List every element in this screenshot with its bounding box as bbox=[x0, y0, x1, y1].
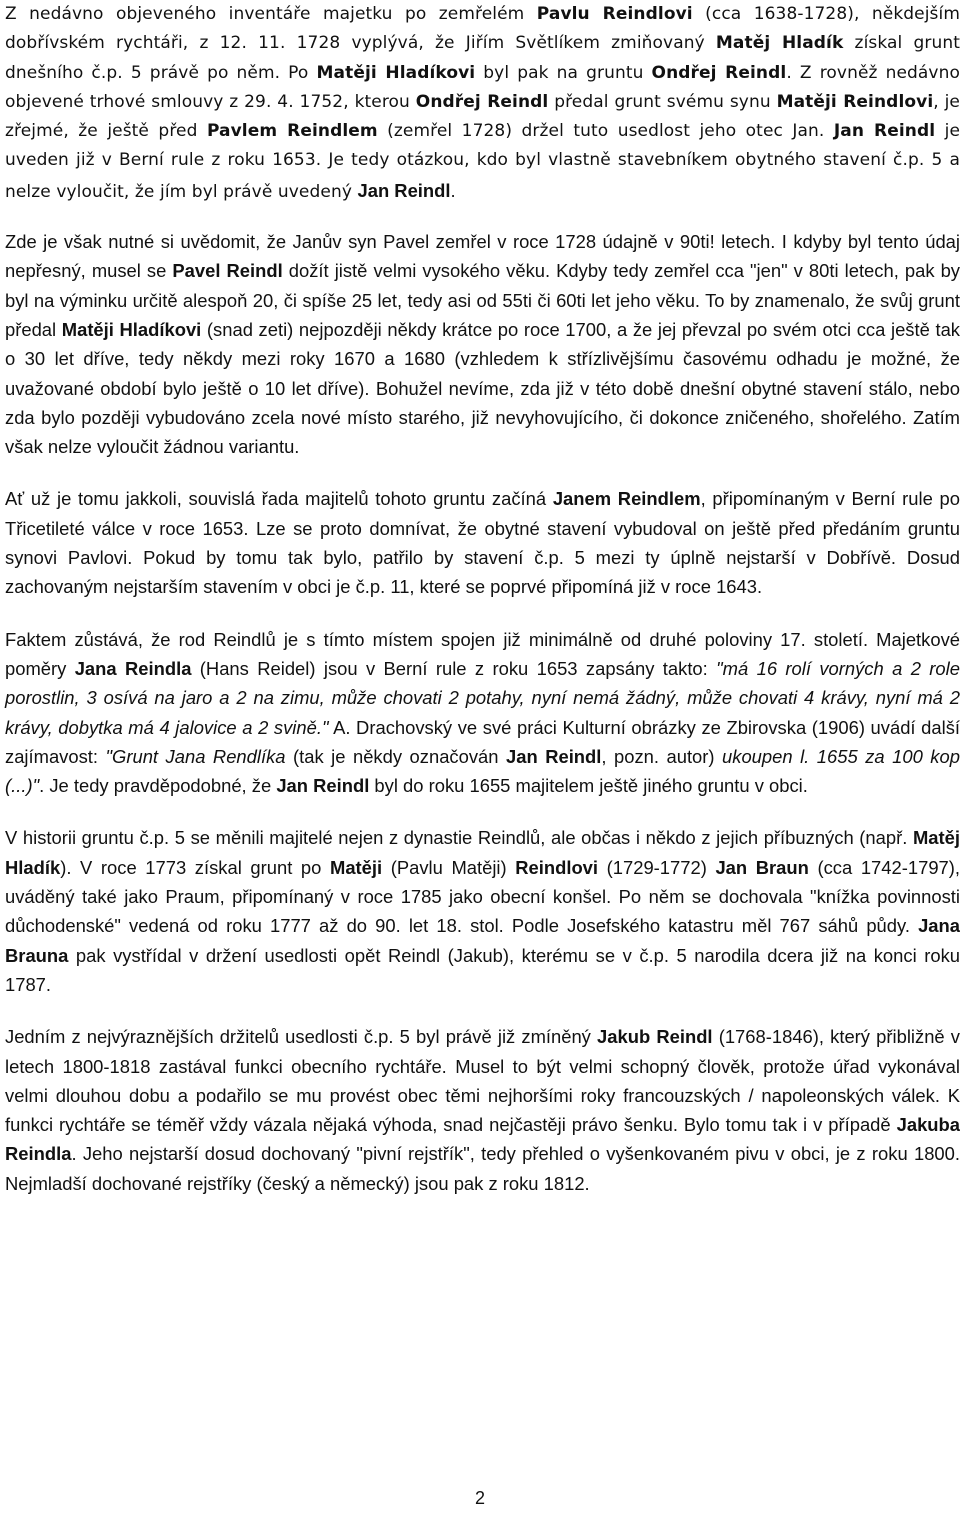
text-run: je uveden již v Berní rule z roku 1653. Je tedy otázkou, kdo byl vlastně stavebníkem obytného stavení č.p. 5 a nelze vyloučit, že jím byl právě uvedený bbox=[5, 121, 960, 202]
text-run: Jan Braun bbox=[715, 856, 809, 878]
text-run: Matěj Hladík bbox=[5, 827, 960, 878]
text-run: pak vystřídal v držení usedlosti opět Reindl (Jakub), kterému se v č.p. 5 narodila dcera již na konci roku 1787. bbox=[5, 944, 960, 995]
text-run: (Hans Reidel) jsou v Berní rule z roku 1653 zapsány takto: bbox=[191, 657, 717, 679]
text-run: Matěj Hladík bbox=[715, 33, 844, 54]
text-run: (snad zeti) nejpozději někdy krátce po roce 1700, a že jej převzal po svém otci cca ještě tak o 30 let dříve, tedy někdy mezi roky 1670 a 1680 (vzhledem k střízlivějšímu časovému odhadu je možné, že uvažované období bylo ještě o 10 let dříve). Bohužel nevíme, zda již v této době dnešní obytné stavení stálo, nebo zda bylo později vybudováno zcela nové místo starého, již nevyhovujícího, či dokonce zničeného, shořelého. Zatím však nelze vyloučit žádnou variantu. bbox=[5, 318, 960, 458]
text-run: (tak je někdy označován bbox=[285, 745, 506, 767]
text-run: Jan Reindl bbox=[833, 121, 936, 142]
paragraph-4 bbox=[5, 625, 960, 801]
text-run: V historii gruntu č.p. 5 se měnili majitelé nejen z dynastie Reindlů, ale občas i někdo z jejich příbuzných (např. bbox=[5, 827, 913, 849]
text-run: (zemřel 1728) držel tuto usedlost jeho otec Jan. bbox=[377, 121, 834, 142]
page-number: 2 bbox=[474, 1488, 485, 1508]
text-run: . Z rovněž nedávno objevené trhové smlouvy z 29. 4. 1752, kterou bbox=[5, 62, 960, 112]
text-run: "má 16 rolí vorných a 2 role porostlin, 3 osívá na jaro a 2 na zimu, může chovati 2 potahy, nyní nemá žádný, může chovati 4 krávy, nyní má 2 krávy, dobytka má 4 jalovice a 2 svině." bbox=[5, 657, 960, 738]
text-run: Matěji bbox=[330, 856, 383, 878]
text-run: Matěji Hladíkovi bbox=[61, 318, 202, 340]
text-run: byl do roku 1655 majitelem ještě jiného gruntu v obci. bbox=[369, 775, 808, 797]
text-run: Reindlovi bbox=[515, 856, 599, 878]
text-run: Pavel Reindl bbox=[172, 260, 283, 282]
text-run: "Grunt Jana Rendlíka bbox=[105, 745, 286, 767]
text-run: Jana Brauna bbox=[5, 915, 960, 966]
text-run: Faktem zůstává, že rod Reindlů je s tímto místem spojen již minimálně od druhé poloviny 17. století. Majetkové poměry bbox=[5, 628, 960, 679]
text-run: ukoupen l. 1655 za 100 kop (...)" bbox=[5, 745, 960, 797]
text-run: Ondřej Reindl bbox=[415, 91, 549, 112]
text-run: Pavlu Reindlovi bbox=[536, 4, 693, 24]
text-run: získal grunt dnešního č.p. 5 právě po něm. Po bbox=[5, 33, 960, 83]
text-run: . Jeho nejstarší dosud dochovaný "pivní rejstřík", tedy přehled o vyšenkovaném pivu v obci, je z roku 1800. Nejmladší dochované rejstříky (český a německý) jsou pak z roku 1812. bbox=[5, 1143, 960, 1194]
text-run: . Je tedy pravděpodobné, že bbox=[39, 775, 277, 797]
text-run: (cca 1638-1728), někdejším dobřívském rychtáři, z 12. 11. 1728 vyplývá, že Jiřím Světlíkem zmiňovaný bbox=[5, 4, 960, 54]
paragraph-2 bbox=[5, 227, 960, 461]
text-run: (Pavlu Matěji) bbox=[382, 856, 516, 878]
text-run: Jan Reindl bbox=[276, 775, 370, 797]
text-run: Matěji Reindlovi bbox=[776, 91, 934, 112]
text-run: Jan Reindl bbox=[357, 179, 451, 201]
text-run: , připomínaným v Berní rule po Třicetileté válce v roce 1653. Lze se proto domnívat, že obytné stavení vybudoval on ještě před předáním gruntu synovi Pavlovi. Pokud by tomu tak bylo, patřilo by stavení č.p. 5 mezi ty úplně nejstarší v Dobřívě. Dosud zachovaným nejstarším stavením v obci je č.p. 11, které se poprvé připomíná již v roce 1643. bbox=[5, 488, 960, 598]
paragraph-3 bbox=[5, 484, 960, 601]
text-run: Jan Reindl bbox=[506, 745, 602, 767]
text-run: Matěji Hladíkovi bbox=[316, 62, 476, 83]
text-run: (1729-1772) bbox=[598, 856, 716, 878]
text-run: (1768-1846), který přibližně v letech 1800-1818 zastával funkci obecního rychtáře. Musel to být velmi schopný člověk, protože úřad vykonával velmi dlouhou dobu a podařilo se mu provést obec těmi nejhoršími roky francouzských / napoleonských válek. K funkci rychtáře se téměř vždy vázala nějaká výhoda, snad nejčastěji právo šenku. Bylo tomu tak i v případě bbox=[5, 1026, 960, 1136]
text-run: (cca 1742-1797), uváděný také jako Praum, připomínaný v roce 1785 jako obecní konšel. Po něm se dochovala "knížka povinnosti důchodenské" vedená od roku 1777 až do 90. let 18. stol. Podle Josefského katastru měl 767 sáhů půdy. bbox=[5, 856, 960, 937]
text-run: Ondřej Reindl bbox=[651, 62, 787, 83]
text-run: předal grunt svému synu bbox=[548, 91, 777, 112]
document-page bbox=[5, 0, 960, 1198]
text-run: Jakuba Reindla bbox=[5, 1114, 960, 1165]
paragraph-5 bbox=[5, 823, 960, 999]
text-run: A. Drachovský ve své práci Kulturní obrázky ze Zbirovska (1906) uvádí další zajímavost: bbox=[5, 716, 960, 767]
text-run: Janem Reindlem bbox=[552, 488, 701, 510]
text-run: dožít jistě velmi vysokého věku. Kdyby tedy zemřel cca "jen" v 80ti letech, pak by byl na výminku určitě alespoň 20, či spíše 25 let, tedy asi od 55ti či 60ti let jeho věku. To by znamenalo, že svůj grunt předal bbox=[5, 260, 960, 340]
text-run: byl pak na gruntu bbox=[475, 62, 652, 83]
text-run: ). V roce 1773 získal grunt po bbox=[60, 856, 330, 878]
text-run: Zde je však nutné si uvědomit, že Janův syn Pavel zemřel v roce 1728 údajně v 90ti! letech. I kdyby byl tento údaj nepřesný, musel se bbox=[5, 231, 960, 282]
text-run: Jana Reindla bbox=[74, 657, 192, 679]
text-run: Jakub Reindl bbox=[597, 1026, 713, 1048]
text-run: Pavlem Reindlem bbox=[206, 121, 378, 142]
text-run: Ať už je tomu jakkoli, souvislá řada majitelů tohoto gruntu začíná bbox=[5, 488, 553, 510]
text-run: . bbox=[450, 179, 456, 201]
text-run: Z nedávno objeveného inventáře majetku po zemřelém bbox=[5, 4, 537, 24]
paragraph-6 bbox=[5, 1022, 960, 1198]
text-run: , je zřejmé, že ještě před bbox=[5, 91, 960, 142]
paragraph-1 bbox=[5, 0, 960, 207]
text-run: , pozn. autor) bbox=[601, 745, 723, 767]
text-run: Jedním z nejvýraznějších držitelů usedlosti č.p. 5 byl právě již zmíněný bbox=[5, 1026, 598, 1048]
